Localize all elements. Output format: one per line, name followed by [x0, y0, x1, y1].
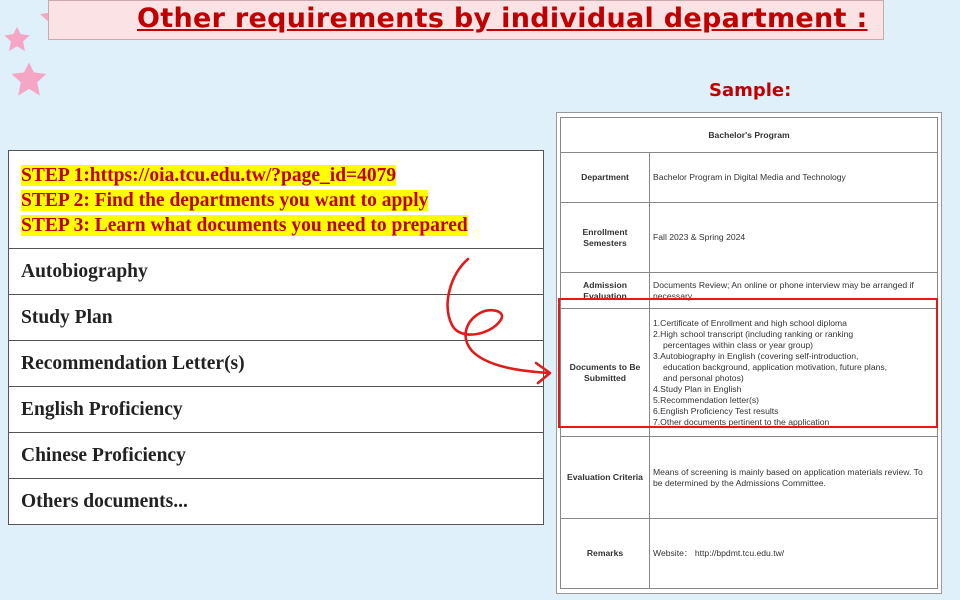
table-row [561, 309, 938, 437]
table-row [561, 153, 938, 203]
document-recommendation: Recommendation Letter(s) [9, 341, 544, 387]
enrollment-value: Fall 2023 & Spring 2024 [650, 203, 938, 273]
doc-item: 2.High school transcript (including ranking or ranking [653, 328, 854, 339]
document-study-plan: Study Plan [9, 295, 544, 341]
step-1-link[interactable]: STEP 1:https://oia.tcu.edu.tw/?page_id=4079 [21, 165, 397, 186]
document-english: English Proficiency [9, 387, 544, 433]
doc-item: 6.English Proficiency Test results [653, 405, 779, 416]
document-autobiography: Autobiography [9, 249, 544, 295]
table-row [9, 479, 544, 525]
admission-label: Admission Evaluation [561, 273, 650, 309]
criteria-label: Evaluation Criteria [561, 437, 650, 519]
steps-row [9, 151, 544, 249]
department-label: Department [561, 153, 650, 203]
page-title: Other requirements by individual department : [137, 3, 868, 34]
docs-label: Documents to Be Submitted [561, 309, 650, 437]
doc-item: percentages within class or year group) [663, 339, 813, 350]
sample-program-table [560, 117, 938, 589]
enrollment-label: Enrollment Semesters [561, 203, 650, 273]
doc-item: 1.Certificate of Enrollment and high school diploma [653, 317, 847, 328]
star-decoration-small-icon [3, 26, 31, 52]
table-row [561, 437, 938, 519]
department-value: Bachelor Program in Digital Media and Technology [650, 153, 938, 203]
doc-item: education background, application motivation, future plans, [663, 361, 888, 372]
doc-item: 3.Autobiography in English (covering self-introduction, [653, 350, 859, 361]
doc-item: 7.Other documents pertinent to the application [653, 416, 830, 427]
step-2-text: STEP 2: Find the departments you want to apply [21, 190, 429, 211]
table-row [9, 433, 544, 479]
table-row [561, 273, 938, 309]
sample-document [556, 112, 942, 594]
sample-label: Sample: [709, 80, 792, 101]
red-arrow-icon [430, 255, 560, 395]
star-decoration-medium-icon [10, 60, 48, 98]
table-row [561, 203, 938, 273]
steps-cell [9, 151, 544, 249]
document-chinese: Chinese Proficiency [9, 433, 544, 479]
program-heading: Bachelor's Program [561, 118, 938, 153]
doc-item: and personal photos) [663, 372, 744, 383]
docs-value [650, 309, 938, 437]
remarks-label: Remarks [561, 519, 650, 589]
step-3-text: STEP 3: Learn what documents you need to prepared [21, 215, 468, 236]
admission-value: Documents Review; An online or phone interview may be arranged if necessary. [650, 273, 938, 309]
criteria-value: Means of screening is mainly based on application materials review. To be determined by the Admissions Committee. [650, 437, 938, 519]
table-row [561, 118, 938, 153]
table-row [561, 519, 938, 589]
document-others: Others documents... [9, 479, 544, 525]
remarks-value: Website： http://bpdmt.tcu.edu.tw/ [650, 519, 938, 589]
doc-item: 5.Recommendation letter(s) [653, 394, 760, 405]
doc-item: 4.Study Plan in English [653, 383, 742, 394]
title-banner [48, 0, 884, 40]
